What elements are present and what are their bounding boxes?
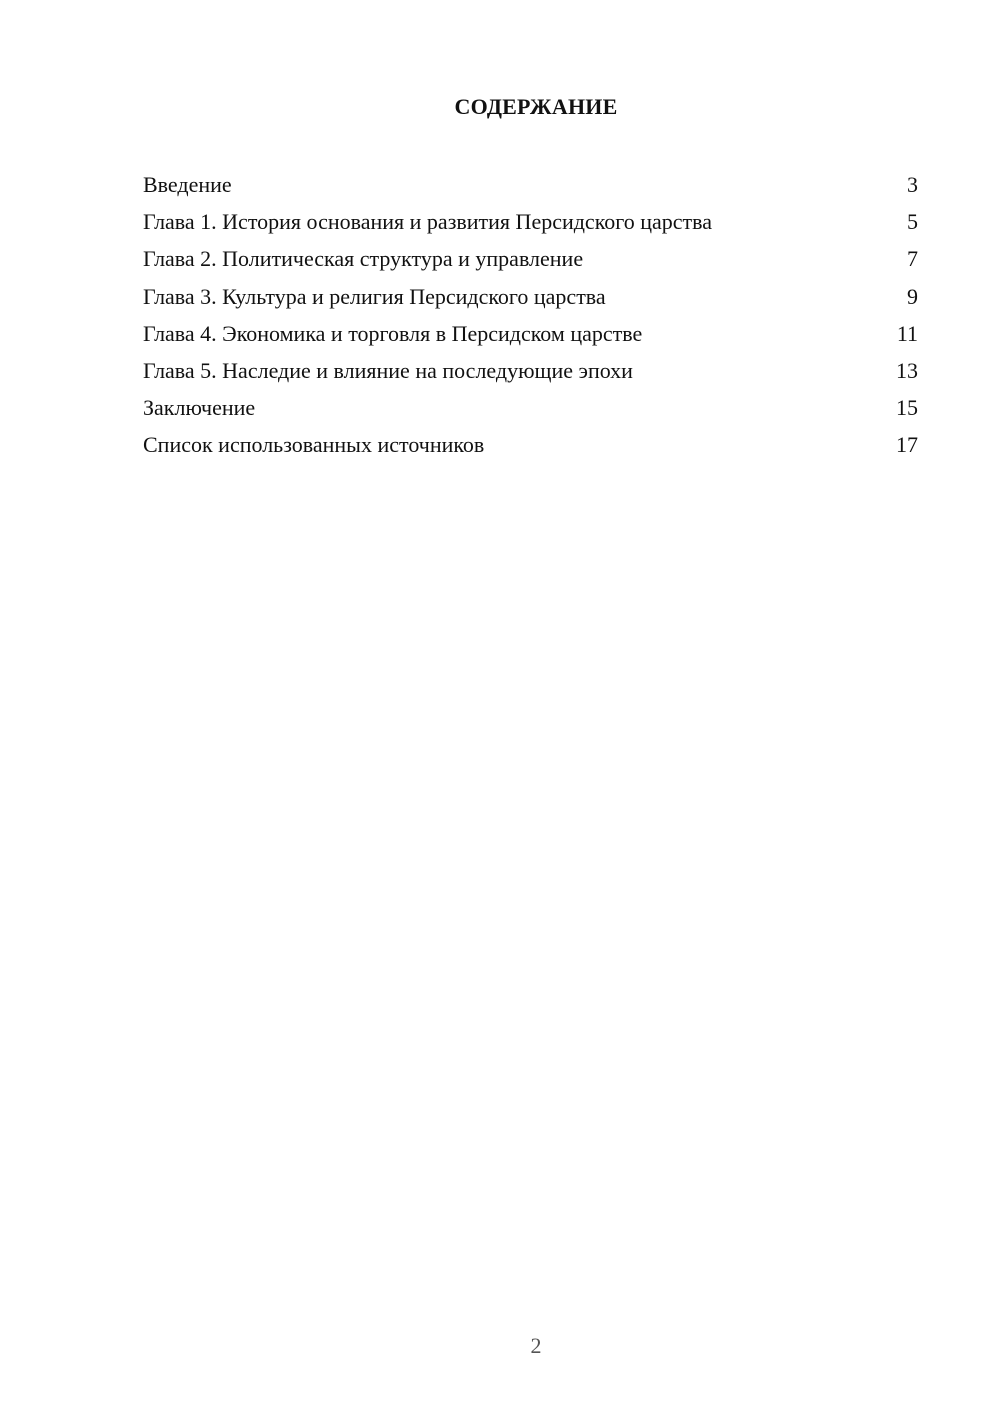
toc-entry-page: 13 bbox=[896, 357, 918, 383]
toc-row bbox=[143, 205, 918, 242]
toc-entry-page: 5 bbox=[907, 209, 918, 235]
toc-entry-label: Глава 5. Наследие и влияние на последующие эпохи bbox=[143, 357, 633, 383]
toc-entry-page: 17 bbox=[896, 432, 918, 458]
toc-entry-label: Заключение bbox=[143, 395, 256, 421]
toc-entry-page: 9 bbox=[907, 283, 918, 309]
toc-entry-label: Глава 2. Политическая структура и управление bbox=[143, 246, 584, 272]
toc-entry-label: Глава 3. Культура и религия Персидского царства bbox=[143, 283, 606, 309]
toc-entry-page: 11 bbox=[896, 320, 918, 346]
toc-entry-page: 15 bbox=[896, 395, 918, 421]
toc-row bbox=[143, 280, 918, 317]
page-number: 2 bbox=[530, 1333, 542, 1358]
toc-row bbox=[143, 168, 918, 205]
toc-row bbox=[143, 317, 918, 354]
toc-row bbox=[143, 428, 918, 465]
toc-row bbox=[143, 242, 918, 279]
toc-entry-label: Глава 1. История основания и развития Персидского царства bbox=[143, 209, 713, 235]
toc-row bbox=[143, 354, 918, 391]
toc-entry-page: 7 bbox=[907, 246, 918, 272]
toc-entry-label: Глава 4. Экономика и торговля в Персидском царстве bbox=[143, 320, 643, 346]
toc-row bbox=[143, 391, 918, 428]
toc-entry-label: Введение bbox=[143, 172, 232, 197]
toc-title: СОДЕРЖАНИЕ bbox=[454, 94, 618, 119]
toc-entry-label: Список использованных источников bbox=[143, 432, 485, 458]
table-of-contents bbox=[143, 168, 918, 466]
toc-entry-page: 3 bbox=[907, 172, 918, 197]
